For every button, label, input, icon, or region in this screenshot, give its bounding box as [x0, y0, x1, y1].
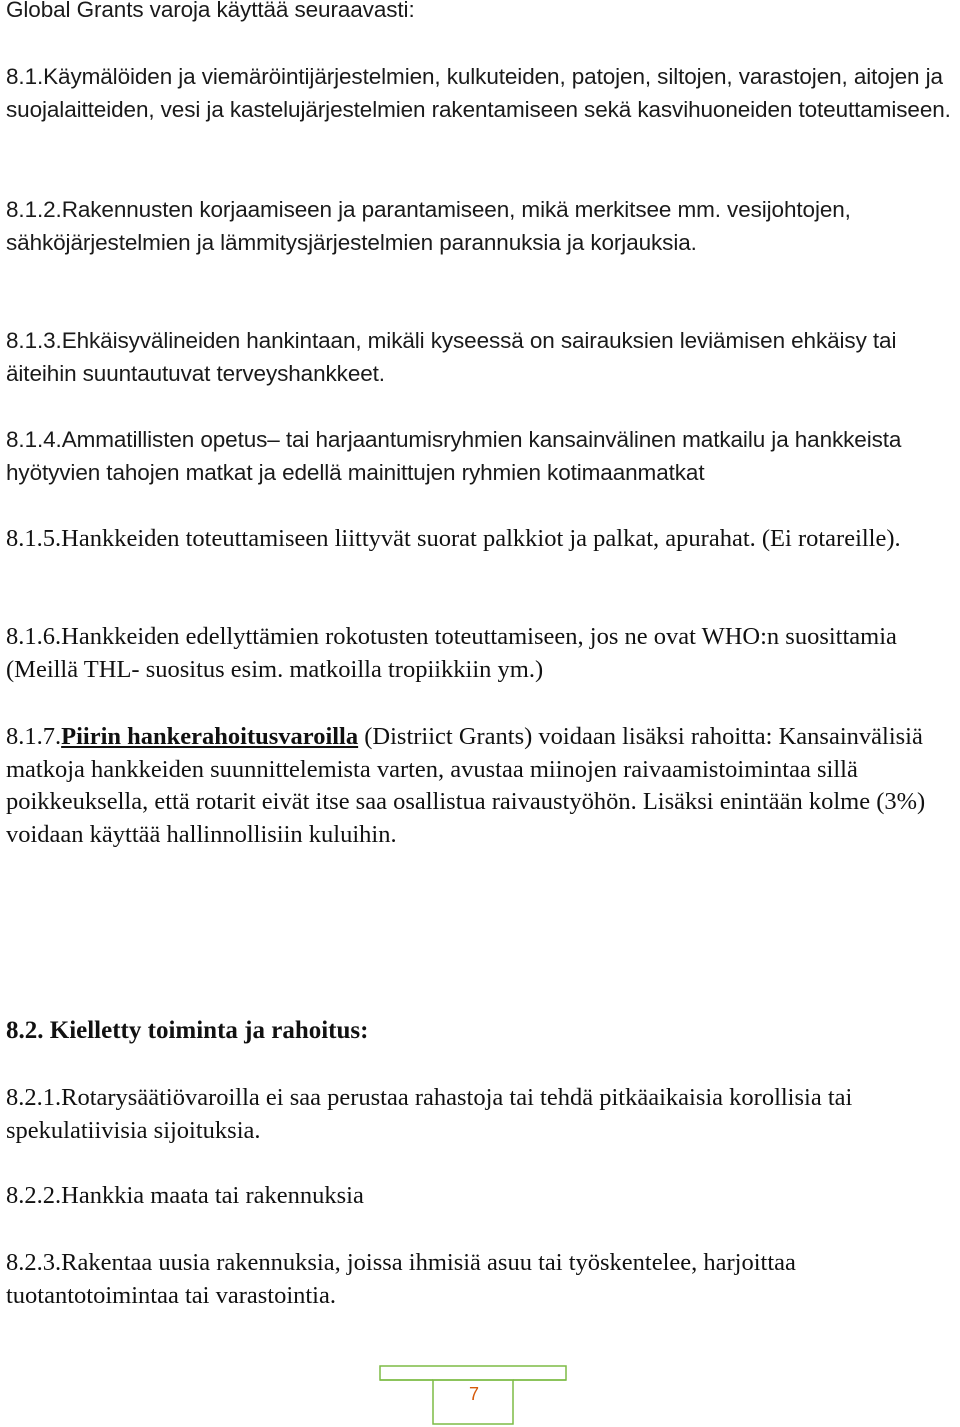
item-number: 8.1.7. [6, 723, 62, 750]
item-text: Rotarysäätiövaroilla ei saa perustaa rahastoja tai tehdä pitkäaikaisia korollisia tai spekulatiivisia sijoituksia. [6, 1084, 853, 1144]
list-item-8-2-2 [6, 1180, 952, 1213]
item-number: 8.1. [6, 64, 44, 89]
list-item-8-1-7 [6, 721, 952, 851]
item-number: 8.1.4. [6, 427, 62, 452]
list-item-8-1-4 [6, 424, 952, 489]
list-item-8-2-1 [6, 1082, 952, 1147]
item-number: 8.1.5. [6, 525, 62, 552]
item-text: Käymälöiden ja viemäröintijärjestelmien, kulkuteiden, patojen, siltojen, varastojen, aitojen ja suojalaitteiden, vesi ja kastelujärjestelmien rakentamiseen sekä kasvihuoneiden toteuttamiseen. [6, 64, 951, 122]
item-number: 8.2.2. [6, 1182, 62, 1209]
item-bold-text: Piirin hankerahoitusvaroilla [61, 723, 359, 750]
item-text: Hankkia maata tai rakennuksia [61, 1182, 364, 1209]
page-footer [374, 1362, 572, 1426]
item-text: (Distriict Grants) voidaan lisäksi rahoitta: Kansainvälisiä matkoja hankkeiden suunnittelemista varten, avustaa miinojen raivaamistoimintaa sillä poikkeuksella, että rotarit eivät itse saa osallistua raivaustyöhön. Lisäksi enintään kolme (3%) voidaan käyttää hallinnollisiin kuluihin. [6, 723, 926, 848]
item-number: 8.1.3. [6, 328, 62, 353]
list-item-8-1-3 [6, 325, 952, 390]
list-item-8-2-3 [6, 1247, 952, 1312]
section-heading-8-2: 8.2. Kielletty toiminta ja rahoitus: [6, 1017, 369, 1044]
list-item-8-1-6 [6, 621, 952, 686]
list-item-8-1-5 [6, 523, 952, 556]
item-text: Hankkeiden toteuttamiseen liittyvät suorat palkkiot ja palkat, apurahat. (Ei rotareille). [61, 525, 901, 552]
item-number: 8.1.6. [6, 623, 62, 650]
item-number: 8.2.3. [6, 1249, 62, 1276]
page-number: 7 [468, 1384, 479, 1404]
item-number: 8.2.1. [6, 1084, 62, 1111]
item-text: Rakennusten korjaamiseen ja parantamiseen, mikä merkitsee mm. vesijohtojen, sähköjärjestelmien ja lämmitysjärjestelmien parannuksia ja korjauksia. [6, 197, 851, 255]
item-number: 8.1.2. [6, 197, 62, 222]
list-item-8-1-2 [6, 194, 952, 259]
item-text: Hankkeiden edellyttämien rokotusten toteuttamiseen, jos ne ovat WHO:n suosittamia (Meillä THL- suositus esim. matkoilla tropiikkiin ym.) [6, 623, 897, 683]
list-item-8-1 [6, 61, 952, 126]
item-text: Ehkäisyvälineiden hankintaan, mikäli kyseessä on sairauksien leviämisen ehkäisy tai äiteihin suuntautuvat terveyshankkeet. [6, 328, 897, 386]
item-text: Rakentaa uusia rakennuksia, joissa ihmisiä asuu tai työskentelee, harjoittaa tuotantotoimintaa tai varastointia. [6, 1249, 796, 1309]
item-text: Ammatillisten opetus– tai harjaantumisryhmien kansainvälinen matkailu ja hankkeista hyötyvien tahojen matkat ja edellä mainittujen ryhmien kotimaanmatkat [6, 427, 902, 485]
intro-text: Global Grants varoja käyttää seuraavasti: [6, 0, 415, 22]
